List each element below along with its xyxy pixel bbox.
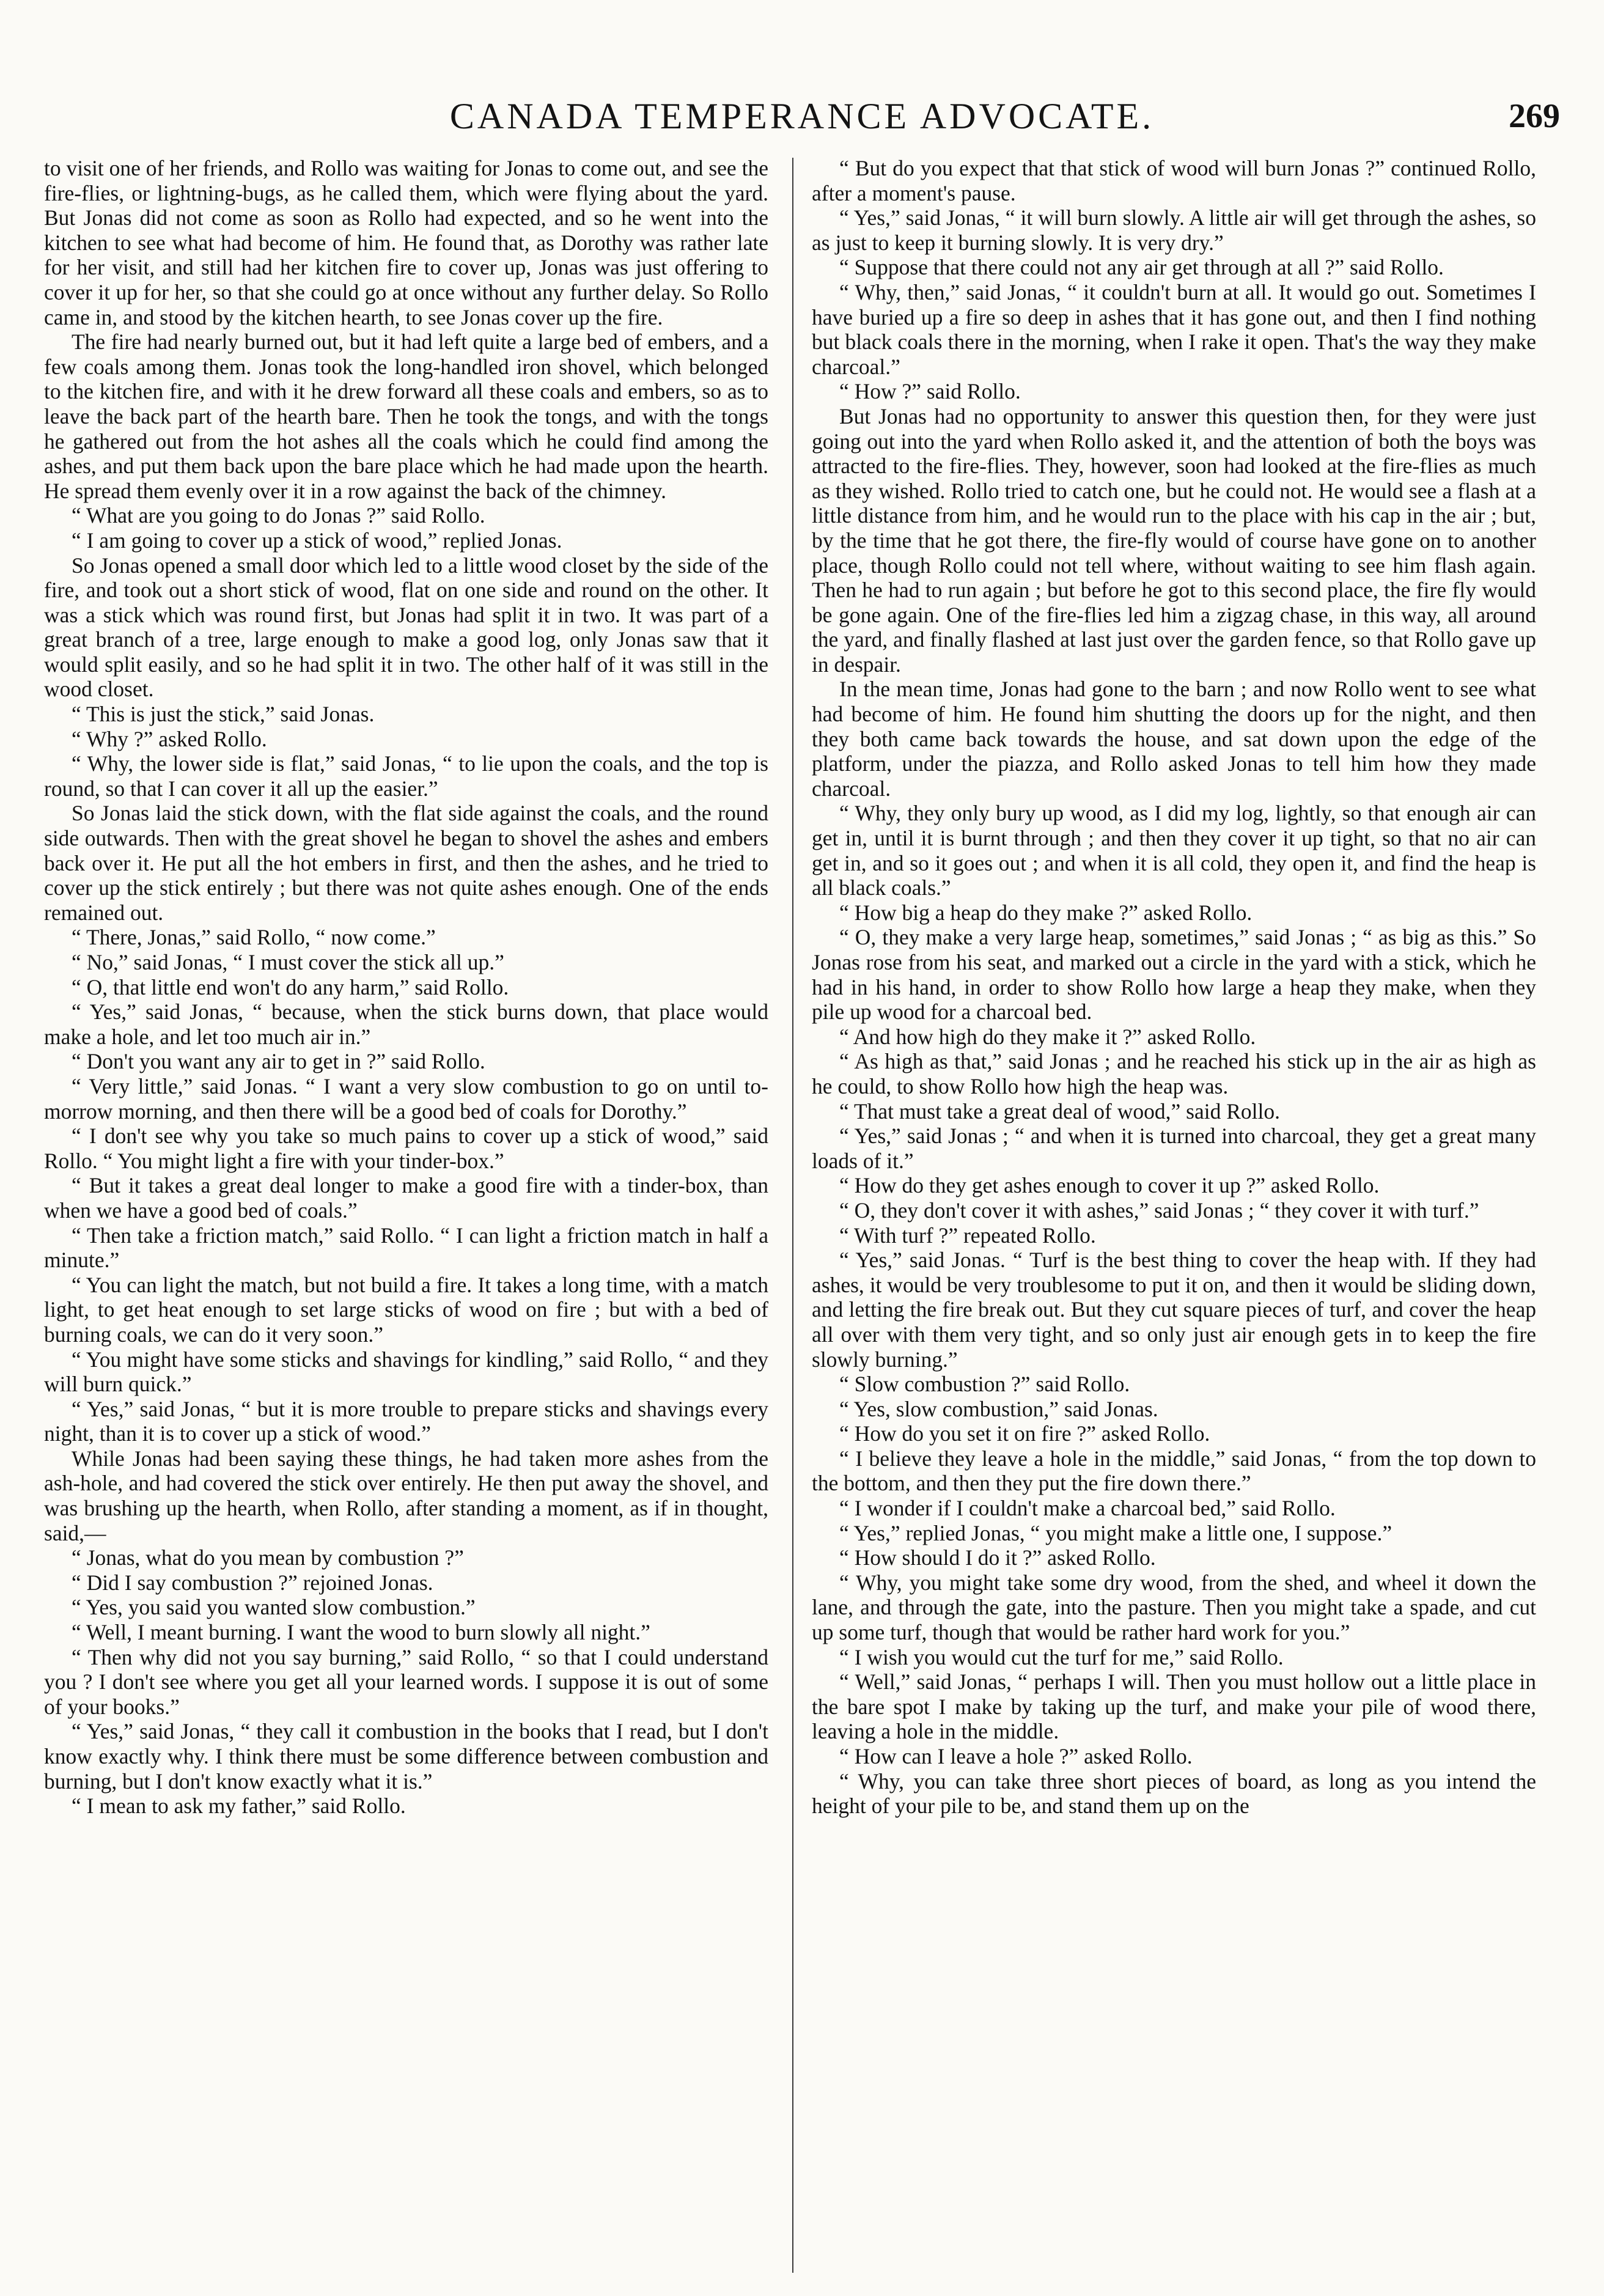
paragraph: “ Well,” said Jonas, “ perhaps I will. Then you must hollow out a little place in the bare spot I make by taking up the turf, and make your pile of wood there, leaving a hole in the middle. [812, 1669, 1536, 1744]
paragraph: “ Why, they only bury up wood, as I did my log, lightly, so that enough air can get in, until it is burnt through ; and then they cover it up tight, so that no air can get in, and so it goes out ; and when it is all cold, they open it, and find the heap is all black coals.” [812, 801, 1536, 900]
paragraph: “ But do you expect that that stick of wood will burn Jonas ?” continued Rollo, after a moment's pause. [812, 156, 1536, 205]
paragraph: “ But it takes a great deal longer to make a good fire with a tinder-box, than when we have a good bed of coals.” [44, 1173, 768, 1223]
paragraph: “ Why, then,” said Jonas, “ it couldn't burn at all. It would go out. Sometimes I have buried up a fire so deep in ashes that it has gone out, and then I find nothing but black coals there in the morning, when I rake it open. That's the way they make charcoal.” [812, 279, 1536, 379]
paragraph: “ O, that little end won't do any harm,” said Rollo. [72, 974, 509, 999]
paragraph: “ I mean to ask my father,” said Rollo. [72, 1794, 406, 1819]
paragraph: “ With turf ?” repeated Rollo. [839, 1223, 1096, 1248]
paragraph: In the mean time, Jonas had gone to the barn ; and now Rollo went to see what had become of him. He found him shutting the doors up for the night, and then they both came back towards the house, and sat down upon the edge of the platform, under the piazza, and Rollo asked Jonas to tell him how they made charcoal. [812, 677, 1536, 801]
paragraph: “ How can I leave a hole ?” asked Rollo. [839, 1744, 1193, 1768]
paragraph: “ Yes,” said Jonas, “ it will burn slowly. A little air will get through the ashes, so as just to keep it burning slowly. It is very dry.” [812, 205, 1536, 255]
right-column [812, 156, 1536, 2277]
column-rule [792, 158, 793, 2273]
page-header [44, 92, 1560, 141]
paragraph: “ Very little,” said Jonas. “ I want a very slow combustion to go on until to-morrow morning, and then there will be a good bed of coals for Dorothy.” [44, 1073, 768, 1124]
paragraph: “ Slow combustion ?” said Rollo. [839, 1372, 1130, 1397]
paragraph: “ Yes,” replied Jonas, “ you might make a little one, I suppose.” [839, 1520, 1392, 1545]
page-number: 269 [1509, 97, 1560, 135]
paragraph: “ How big a heap do they make ?” asked Rollo. [839, 900, 1253, 925]
left-column [44, 156, 768, 2277]
paragraph: “ Jonas, what do you mean by combustion ?” [72, 1545, 464, 1570]
paragraph: “ Well, I meant burning. I want the wood to burn slowly all night.” [72, 1620, 650, 1645]
paragraph: “ Yes, you said you wanted slow combustion.” [72, 1595, 476, 1620]
paragraph: “ I believe they leave a hole in the middle,” said Jonas, “ from the top down to the bottom, and then they put the fire down there.” [812, 1446, 1536, 1496]
paragraph: “ Then take a friction match,” said Rollo. “ I can light a friction match in half a minute.” [44, 1223, 768, 1273]
paragraph: “ Why, you might take some dry wood, from the shed, and wheel it down the lane, and through the gate, into the pasture. Then you might take a spade, and cut up some turf, though that would be rather hard work for you.” [812, 1570, 1536, 1645]
paragraph: So Jonas opened a small door which led to a little wood closet by the side of the fire, and took out a short stick of wood, flat on one side and round on the other. It was a stick which was round first, but Jonas had split it in two. It was part of a great branch of a tree, large enough to make a good log, only Jonas saw that it would split easily, and so he had split it in two. The other half of it was still in the wood closet. [44, 553, 768, 702]
paragraph: The fire had nearly burned out, but it had left quite a large bed of embers, and a few coals among them. Jonas took the long-handled iron shovel, which belonged to the kitchen fire, and with it he drew forward all these coals and embers, so as to leave the back part of the hearth bare. Then he took the tongs, and with the tongs he gathered out from the hot ashes all the coals which he could find among the ashes, and put them back upon the bare place which he had made upon the hearth. He spread them evenly over it in a row against the back of the chimney. [44, 329, 768, 503]
paragraph: “ Why, you can take three short pieces of board, as long as you intend the height of your pile to be, and stand them up on the [812, 1768, 1536, 1819]
paragraph: “ You might have some sticks and shavings for kindling,” said Rollo, “ and they will burn quick.” [44, 1347, 768, 1397]
paragraph: “ No,” said Jonas, “ I must cover the stick all up.” [72, 950, 504, 974]
paragraph: “ There, Jonas,” said Rollo, “ now come.” [72, 925, 436, 950]
paragraph: “ I don't see why you take so much pains to cover up a stick of wood,” said Rollo. “ You might light a fire with your tinder-box.” [44, 1124, 768, 1173]
paragraph: “ How ?” said Rollo. [839, 379, 1021, 404]
paragraph: “ Did I say combustion ?” rejoined Jonas. [72, 1570, 433, 1595]
paragraph: “ And how high do they make it ?” asked Rollo. [839, 1024, 1256, 1049]
paragraph: “ As high as that,” said Jonas ; and he reached his stick up in the air as high as he could, to show Rollo how high the heap was. [812, 1049, 1536, 1098]
paragraph: While Jonas had been saying these things, he had taken more ashes from the ash-hole, and had covered the stick over entirely. He then put away the shovel, and was brushing up the hearth, when Rollo, after standing a moment, as if in thought, said,— [44, 1446, 768, 1545]
paragraph: to visit one of her friends, and Rollo was waiting for Jonas to come out, and see the fire-flies, or lightning-bugs, as he called them, which were flying about the yard. But Jonas did not come as soon as Rollo had expected, and so he went into the kitchen to see what had become of him. He found that, as Dorothy was rather late for her visit, and still had her kitchen fire to cover up, Jonas was just offering to cover it up for her, so that she could go at once without any further delay. So Rollo came in, and stood by the kitchen hearth, to see Jonas cover up the fire. [44, 156, 768, 329]
paragraph: “ Suppose that there could not any air get through at all ?” said Rollo. [839, 255, 1444, 280]
paragraph: “ I wish you would cut the turf for me,” said Rollo. [839, 1644, 1284, 1669]
paragraph: “ Why, the lower side is flat,” said Jonas, “ to lie upon the coals, and the top is round, so that I can cover it all up the easier.” [44, 751, 768, 801]
paragraph: “ You can light the match, but not build a fire. It takes a long time, with a match light, to get heat enough to set large sticks of wood on fire ; but with a bed of burning coals, we can do it very soon.” [44, 1272, 768, 1347]
paragraph: “ How do you set it on fire ?” asked Rollo. [839, 1421, 1210, 1446]
paragraph: “ I am going to cover up a stick of wood,” replied Jonas. [72, 528, 562, 553]
paragraph: “ What are you going to do Jonas ?” said Rollo. [72, 503, 485, 528]
paragraph: “ O, they make a very large heap, sometimes,” said Jonas ; “ as big as this.” So Jonas rose from his seat, and marked out a circle in the yard with a stick, which he had in his hand, in order to show Rollo how large a heap they make, when they pile up wood for a charcoal bed. [812, 925, 1536, 1025]
paragraph: So Jonas laid the stick down, with the flat side against the coals, and the round side outwards. Then with the great shovel he began to shovel the ashes and embers back over it. He put all the hot embers in first, and then the ashes, and he tried to cover up the stick entirely ; but there was not quite ashes enough. One of the ends remained out. [44, 801, 768, 925]
paragraph: But Jonas had no opportunity to answer this question then, for they were just going out into the yard when Rollo asked it, and the attention of both the boys was attracted to the fire-flies. They, however, soon had looked at the fire-flies as much as they wished. Rollo tried to catch one, but he could not. He would see a flash at a little distance from him, and he would run to the place with his cap in the air ; but, by the time that he got there, the fire-fly would of course have gone on to another place, though Rollo could not tell where, without waiting to see him flash again. Then he had to run again ; but before he got to this second place, the fire fly would be gone again. One of the fire-flies led him a zigzag chase, in this way, all around the yard, and finally flashed at last just over the garden fence, so that Rollo gave up in despair. [812, 403, 1536, 677]
paragraph: “ O, they don't cover it with ashes,” said Jonas ; “ they cover it with turf.” [839, 1198, 1479, 1223]
paragraph: “ Yes,” said Jonas ; “ and when it is turned into charcoal, they get a great many loads of it.” [812, 1124, 1536, 1173]
paragraph: “ How do they get ashes enough to cover it up ?” asked Rollo. [839, 1173, 1380, 1198]
paragraph: “ Yes, slow combustion,” said Jonas. [839, 1396, 1158, 1421]
paragraph: “ This is just the stick,” said Jonas. [72, 702, 375, 727]
page-title: CANADA TEMPERANCE ADVOCATE. [449, 96, 1155, 136]
paragraph: “ How should I do it ?” asked Rollo. [839, 1545, 1156, 1570]
paragraph: “ That must take a great deal of wood,” said Rollo. [839, 1098, 1280, 1124]
paragraph: “ Why ?” asked Rollo. [72, 726, 267, 751]
paragraph: “ Yes,” said Jonas. “ Turf is the best thing to cover the heap with. If they had ashes, it would be very troublesome to put it on, and then it would be sliding down, and letting the fire break out. But they cut square pieces of turf, and cover the heap all over with them very tight, and so only just air enough gets in to keep the fire slowly burning.” [812, 1248, 1536, 1372]
paragraph: “ Yes,” said Jonas, “ they call it combustion in the books that I read, but I don't know exactly why. I think there must be some difference between combustion and burning, but I don't know exactly what it is.” [44, 1719, 768, 1794]
paragraph: “ Yes,” said Jonas, “ but it is more trouble to prepare sticks and shavings every night, than it is to cover up a stick of wood.” [44, 1396, 768, 1446]
paragraph: “ Yes,” said Jonas, “ because, when the stick burns down, that place would make a hole, and let too much air in.” [44, 999, 768, 1049]
paragraph: “ I wonder if I couldn't make a charcoal bed,” said Rollo. [839, 1496, 1336, 1521]
paragraph: “ Don't you want any air to get in ?” said Rollo. [72, 1049, 485, 1074]
paragraph: “ Then why did not you say burning,” said Rollo, “ so that I could understand you ? I don't see where you get all your learned words. I suppose it is out of some of your books.” [44, 1644, 768, 1719]
